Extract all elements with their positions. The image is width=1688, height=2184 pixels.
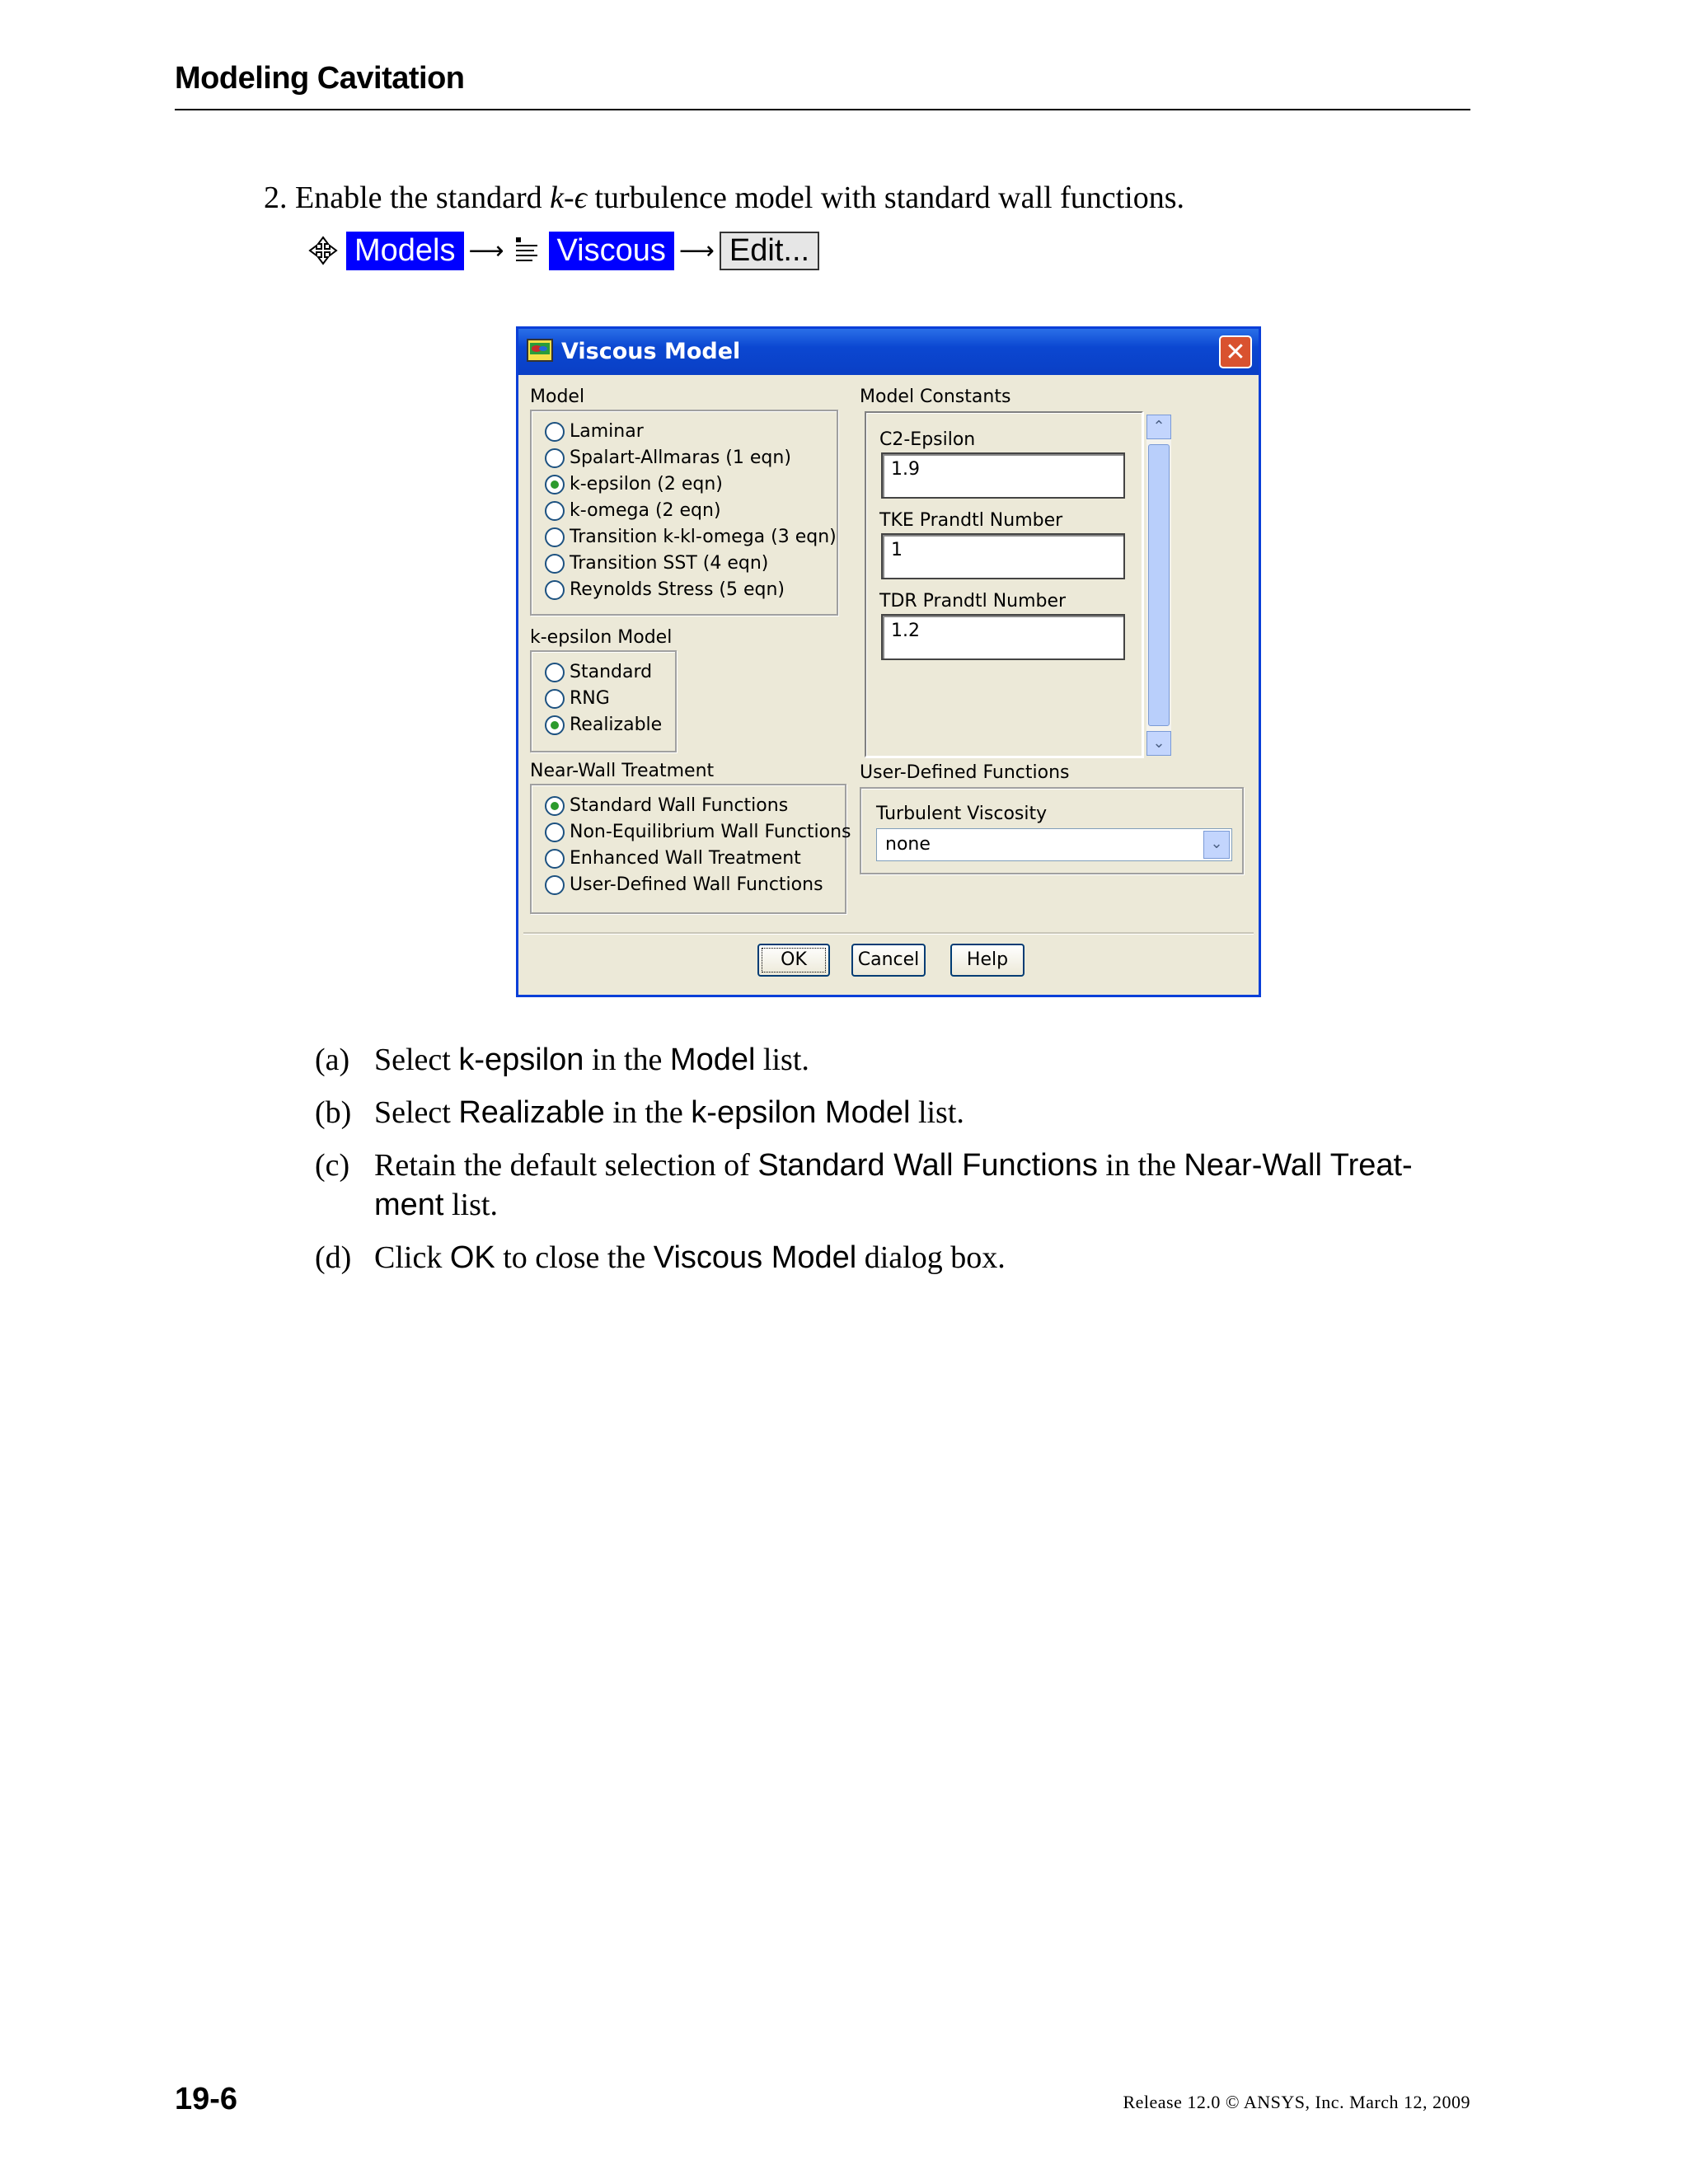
constants-scrollbar[interactable]	[1146, 415, 1171, 756]
radio-button[interactable]	[545, 448, 565, 468]
task-page-icon	[509, 234, 542, 267]
chevron-up-icon: ⌃	[1152, 418, 1165, 435]
radio-label: Enhanced Wall Treatment	[570, 848, 801, 869]
tdr-prandtl-label: TDR Prandtl Number	[879, 591, 1067, 612]
step-text-before: Enable the standard	[295, 180, 551, 215]
radio-label: Reynolds Stress (5 eqn)	[570, 579, 785, 600]
kepsilon-option-rng[interactable]	[545, 688, 610, 709]
kepsilon-option-standard[interactable]	[545, 662, 652, 682]
radio-label: Spalart-Allmaras (1 eqn)	[570, 448, 791, 468]
app-icon	[527, 339, 553, 362]
substep-text: list.	[910, 1095, 964, 1130]
substep-text: in the	[604, 1095, 692, 1130]
page-number: 19-6	[175, 2082, 238, 2116]
radio-button[interactable]	[545, 796, 565, 816]
constants-group-label: Model Constants	[860, 387, 1011, 407]
step-text-after: turbulence model with standard wall functions.	[587, 180, 1184, 215]
nav-arrow-2: ⟶	[678, 236, 715, 265]
model-option-k-epsilon[interactable]	[545, 474, 723, 494]
radio-label: Laminar	[570, 421, 644, 442]
turbulent-viscosity-value: none	[885, 834, 931, 855]
radio-button[interactable]	[545, 875, 565, 895]
tke-prandtl-label: TKE Prandtl Number	[879, 510, 1063, 531]
substep-tag: (c)	[315, 1148, 350, 1183]
turbulent-viscosity-select[interactable]	[876, 828, 1232, 861]
nearwall-option-user-defined[interactable]	[545, 874, 823, 895]
substep-text: list.	[443, 1188, 498, 1222]
ui-term: ment	[374, 1188, 444, 1222]
substep-tag: (d)	[315, 1240, 352, 1275]
turbulent-viscosity-label: Turbulent Viscosity	[876, 804, 1048, 824]
page-header-title: Modeling Cavitation	[175, 61, 465, 96]
model-option-transition-k-kl-omega[interactable]	[545, 527, 837, 547]
ui-term: Standard Wall Functions	[757, 1148, 1098, 1183]
radio-button[interactable]	[545, 501, 565, 521]
substep-tag: (a)	[315, 1043, 350, 1077]
edit-button[interactable]: Edit...	[720, 232, 819, 270]
viscous-model-dialog	[516, 326, 1261, 997]
dialog-title: Viscous Model	[561, 339, 741, 364]
c2-epsilon-input[interactable]: 1.9	[881, 452, 1125, 499]
udf-group-label: User-Defined Functions	[860, 762, 1070, 783]
substep-a	[315, 1040, 809, 1080]
radio-button[interactable]	[545, 849, 565, 869]
model-option-transition-sst[interactable]	[545, 553, 768, 574]
radio-button[interactable]	[545, 422, 565, 442]
header-rule	[175, 109, 1470, 110]
ui-term: k-epsilon Model	[691, 1095, 911, 1130]
nearwall-option-enhanced[interactable]	[545, 848, 801, 869]
ui-term: Viscous Model	[653, 1240, 857, 1275]
chevron-down-icon: ⌄	[1152, 734, 1165, 752]
close-icon: ✕	[1225, 338, 1246, 367]
nearwall-option-non-equilibrium[interactable]	[545, 822, 851, 842]
substep-text: Click	[374, 1240, 450, 1275]
substep-text: to close the	[495, 1240, 654, 1275]
kepsilon-option-realizable[interactable]	[545, 715, 662, 735]
model-option-k-omega[interactable]	[545, 500, 721, 521]
ui-term: Near-Wall Treat-	[1184, 1148, 1413, 1183]
substep-text: Select	[374, 1043, 459, 1077]
ui-term: k-epsilon	[458, 1043, 584, 1077]
scroll-up-button[interactable]	[1146, 415, 1171, 439]
help-button[interactable]: Help	[950, 944, 1025, 977]
substep-text: list.	[755, 1043, 809, 1077]
c2-epsilon-label: C2-Epsilon	[879, 429, 976, 450]
close-button[interactable]	[1219, 335, 1252, 368]
substep-text: Select	[374, 1095, 459, 1130]
substep-c-continued	[315, 1185, 498, 1225]
radio-label: Transition SST (4 eqn)	[570, 553, 769, 574]
nearwall-group-label: Near-Wall Treatment	[530, 761, 715, 781]
tke-prandtl-input[interactable]: 1	[881, 533, 1125, 579]
radio-label: Non-Equilibrium Wall Functions	[570, 822, 851, 842]
substep-text: dialog box.	[856, 1240, 1006, 1275]
scroll-thumb[interactable]	[1148, 444, 1170, 726]
substep-tag: (b)	[315, 1095, 352, 1130]
radio-button[interactable]	[545, 475, 565, 494]
dialog-titlebar[interactable]	[518, 329, 1259, 375]
substep-c	[315, 1146, 1413, 1185]
substep-b	[315, 1093, 964, 1132]
models-link[interactable]: Models	[346, 232, 464, 270]
dropdown-button[interactable]	[1203, 831, 1230, 859]
radio-label: Realizable	[570, 715, 663, 735]
step-instruction	[264, 180, 1184, 216]
radio-label: RNG	[570, 688, 610, 709]
substep-text: in the	[584, 1043, 670, 1077]
radio-button[interactable]	[545, 527, 565, 547]
ok-button[interactable]: OK	[757, 944, 830, 977]
nav-arrow-1: ⟶	[468, 236, 504, 265]
release-info: Release 12.0 © ANSYS, Inc. March 12, 2009	[1123, 2092, 1470, 2112]
ui-term: OK	[449, 1240, 495, 1275]
radio-label: Standard	[570, 662, 653, 682]
radio-label: k-omega (2 eqn)	[570, 500, 721, 521]
ui-term: Model	[669, 1043, 756, 1077]
radio-label: k-epsilon (2 eqn)	[570, 474, 723, 494]
radio-button[interactable]	[545, 715, 565, 735]
substep-text: in the	[1097, 1148, 1184, 1183]
viscous-link[interactable]: Viscous	[549, 232, 674, 270]
step-number: 2.	[264, 180, 288, 215]
tdr-prandtl-input[interactable]: 1.2	[881, 614, 1125, 660]
nearwall-option-standard-wall-functions[interactable]	[545, 795, 788, 816]
cancel-button[interactable]: Cancel	[851, 944, 926, 977]
step-math: k-ϵ	[550, 180, 587, 215]
button-separator	[523, 932, 1254, 935]
scroll-down-button[interactable]	[1146, 731, 1171, 756]
radio-button[interactable]	[545, 580, 565, 600]
radio-button[interactable]	[545, 823, 565, 842]
kepsilon-group-label: k-epsilon Model	[530, 627, 673, 648]
radio-button[interactable]	[545, 689, 565, 709]
radio-label: Transition k-kl-omega (3 eqn)	[570, 527, 837, 547]
models-tree-icon	[307, 234, 340, 267]
substep-text: Retain the default selection of	[374, 1148, 758, 1183]
radio-button[interactable]	[545, 663, 565, 682]
radio-label: Standard Wall Functions	[570, 795, 789, 816]
model-option-laminar[interactable]	[545, 421, 644, 442]
model-group-label: Model	[530, 387, 585, 407]
model-option-reynolds-stress[interactable]	[545, 579, 785, 600]
chevron-down-icon: ⌄	[1210, 835, 1223, 852]
radio-button[interactable]	[545, 554, 565, 574]
model-option-spalart-allmaras[interactable]	[545, 448, 791, 468]
ui-term: Realizable	[458, 1095, 605, 1130]
radio-label: User-Defined Wall Functions	[570, 874, 823, 895]
substep-d	[315, 1238, 1006, 1277]
navigation-path	[307, 229, 819, 272]
